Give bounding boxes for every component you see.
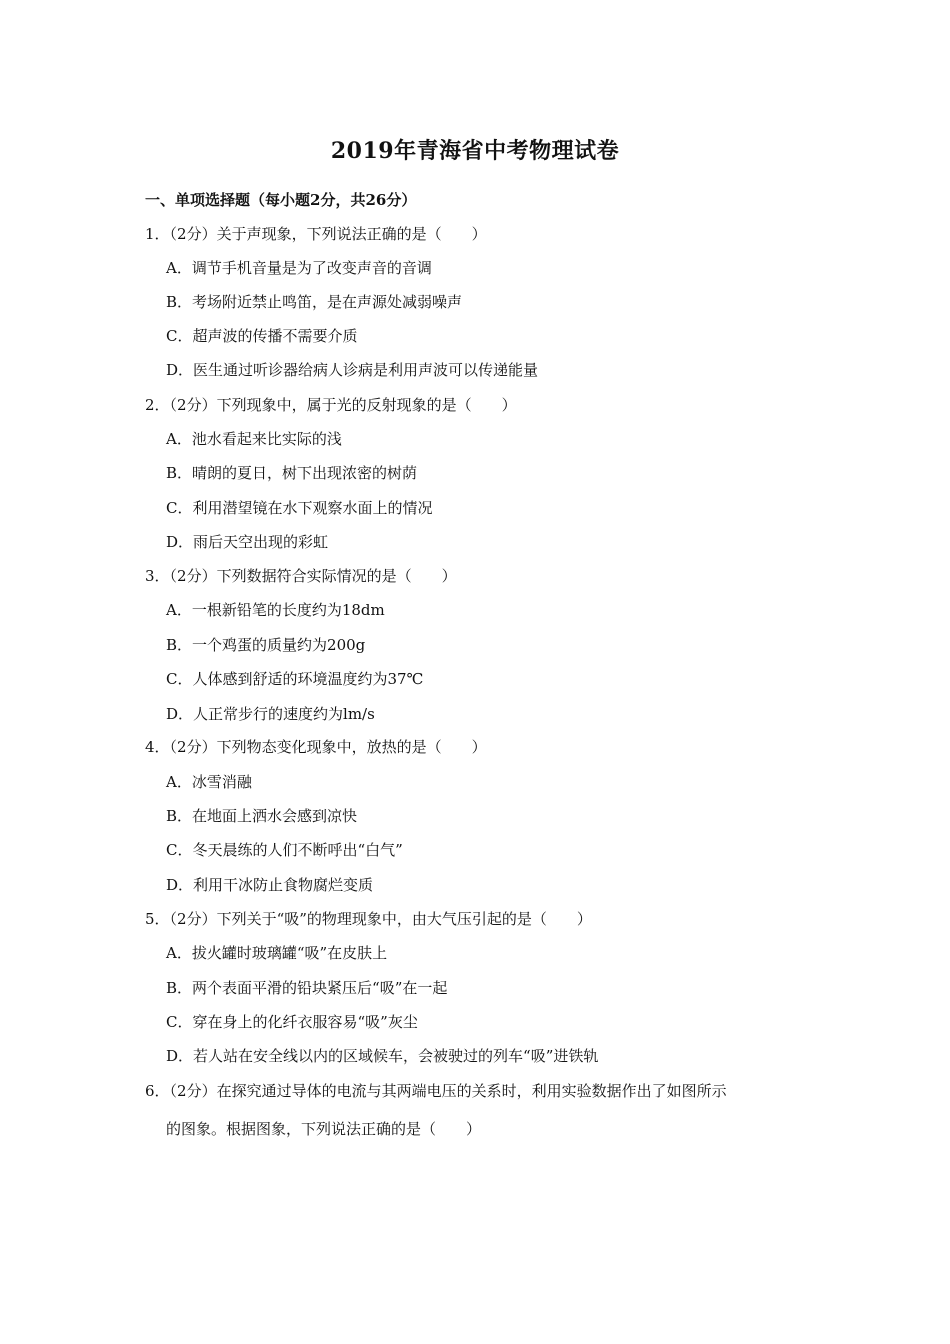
question-1-option-b: B．考场附近禁止鸣笛，是在声源处减弱噪声 [166, 293, 463, 311]
question-5-option-a: A．拔火罐时玻璃罐“吸”在皮肤上 [166, 944, 388, 962]
question-4-option-a: A．冰雪消融 [166, 773, 252, 791]
question-1-option-c: C．超声波的传播不需要介质 [166, 327, 358, 345]
section-heading: 一、单项选择题（每小题2分，共26分） [145, 191, 417, 209]
question-3-stem: 3．（2分）下列数据符合实际情况的是（ ） [145, 567, 457, 585]
question-6-stem: 6．（2分）在探究通过导体的电流与其两端电压的关系时，利用实验数据作出了如图所示 [145, 1082, 727, 1100]
question-4-option-d: D．利用干冰防止食物腐烂变质 [166, 876, 374, 894]
question-2-stem: 2．（2分）下列现象中，属于光的反射现象的是（ ） [145, 396, 517, 414]
question-1-option-a: A．调节手机音量是为了改变声音的音调 [166, 259, 432, 277]
question-4-option-b: B．在地面上洒水会感到凉快 [166, 807, 358, 825]
question-3-option-d: D．人正常步行的速度约为lm/s [166, 705, 375, 723]
question-4-stem: 4．（2分）下列物态变化现象中，放热的是（ ） [145, 738, 487, 756]
question-5-option-d: D．若人站在安全线以内的区域候车，会被驶过的列车“吸”进铁轨 [166, 1047, 599, 1065]
question-2-option-b: B．晴朗的夏日，树下出现浓密的树荫 [166, 464, 418, 482]
question-5-option-c: C．穿在身上的化纤衣服容易“吸”灰尘 [166, 1013, 418, 1031]
question-3-option-c: C．人体感到舒适的环境温度约为37℃ [166, 670, 424, 688]
question-4-option-c: C．冬天晨练的人们不断呼出“白气” [166, 841, 403, 859]
question-5-stem: 5．（2分）下列关于“吸”的物理现象中，由大气压引起的是（ ） [145, 910, 592, 928]
question-1-stem: 1．（2分）关于声现象，下列说法正确的是（ ） [145, 225, 487, 243]
question-2-option-c: C．利用潜望镜在水下观察水面上的情况 [166, 499, 433, 517]
question-2-option-d: D．雨后天空出现的彩虹 [166, 533, 329, 551]
page-title: 2019年青海省中考物理试卷 [330, 138, 620, 164]
question-3-option-b: B．一个鸡蛋的质量约为200g [166, 636, 366, 654]
question-5-option-b: B．两个表面平滑的铅块紧压后“吸”在一起 [166, 979, 448, 997]
question-3-option-a: A．一根新铅笔的长度约为18dm [166, 601, 385, 619]
question-2-option-a: A．池水看起来比实际的浅 [166, 430, 342, 448]
question-6-stem-continuation: 的图象。根据图象，下列说法正确的是（ ） [166, 1120, 482, 1138]
question-1-option-d: D．医生通过听诊器给病人诊病是利用声波可以传递能量 [166, 361, 539, 379]
